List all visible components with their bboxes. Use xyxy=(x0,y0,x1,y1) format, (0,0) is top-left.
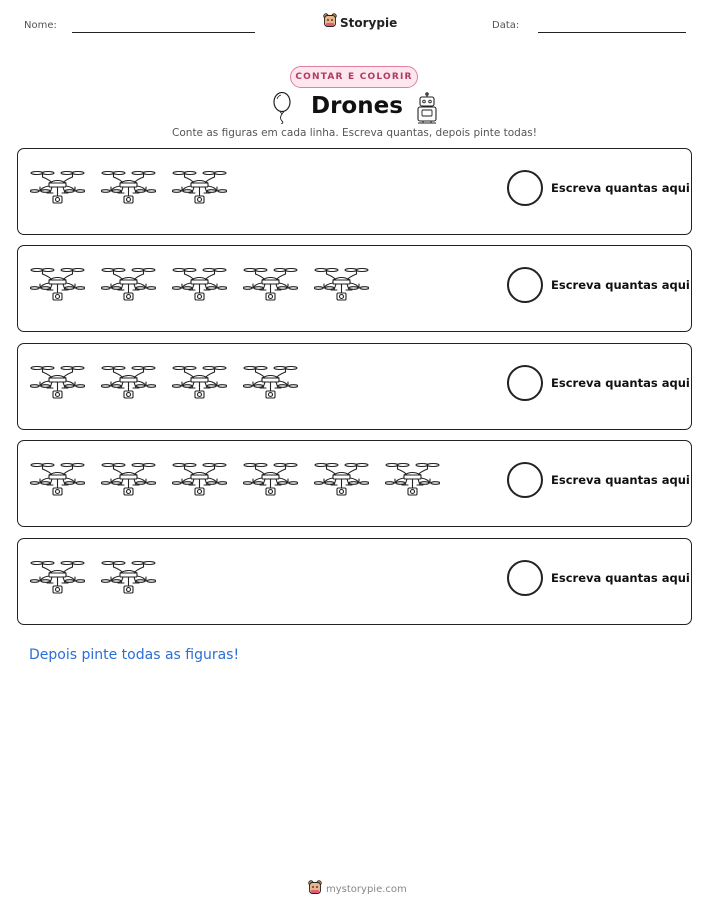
answer-circle[interactable] xyxy=(507,462,543,498)
name-field[interactable] xyxy=(72,32,255,33)
brand-logo xyxy=(323,13,397,32)
answer-circle[interactable] xyxy=(507,170,543,206)
answer-label: Escreva quantas aqui xyxy=(551,376,690,390)
drone-icon[interactable] xyxy=(101,364,156,402)
title-area xyxy=(0,92,709,126)
drone-icon[interactable] xyxy=(243,364,298,402)
count-row xyxy=(17,440,692,527)
date-field[interactable] xyxy=(538,32,686,33)
footer-note: Depois pinte todas as figuras! xyxy=(29,647,240,663)
footer-site: mystorypie.com xyxy=(326,884,407,895)
drone-icon[interactable] xyxy=(172,461,227,499)
page-footer xyxy=(0,880,709,900)
drone-icon[interactable] xyxy=(314,266,369,304)
answer-circle[interactable] xyxy=(507,267,543,303)
answer-label: Escreva quantas aqui xyxy=(551,473,690,487)
bear-logo-icon xyxy=(323,13,337,32)
count-row xyxy=(17,148,692,235)
answer-circle[interactable] xyxy=(507,365,543,401)
drone-group xyxy=(30,266,369,304)
drone-group xyxy=(30,364,298,402)
date-label: Data: xyxy=(492,20,520,31)
worksheet-header xyxy=(0,0,709,50)
drone-icon[interactable] xyxy=(101,461,156,499)
drone-icon[interactable] xyxy=(30,559,85,597)
page-title: Drones xyxy=(311,93,403,119)
drone-icon[interactable] xyxy=(30,266,85,304)
activity-badge: CONTAR E COLORIR xyxy=(290,66,418,88)
drone-icon[interactable] xyxy=(243,266,298,304)
footer-brand xyxy=(308,880,407,899)
brand-name: Storypie xyxy=(340,15,398,30)
drone-icon[interactable] xyxy=(30,364,85,402)
drone-icon[interactable] xyxy=(101,169,156,207)
drone-icon[interactable] xyxy=(101,266,156,304)
answer-label: Escreva quantas aqui xyxy=(551,571,690,585)
drone-icon[interactable] xyxy=(172,266,227,304)
robot-icon xyxy=(414,92,440,128)
answer-label: Escreva quantas aqui xyxy=(551,181,690,195)
drone-icon[interactable] xyxy=(385,461,440,499)
drone-icon[interactable] xyxy=(30,461,85,499)
drone-icon[interactable] xyxy=(30,169,85,207)
drone-icon[interactable] xyxy=(243,461,298,499)
count-row xyxy=(17,245,692,332)
drone-icon[interactable] xyxy=(314,461,369,499)
answer-label: Escreva quantas aqui xyxy=(551,278,690,292)
instructions: Conte as figuras em cada linha. Escreva quantas, depois pinte todas! xyxy=(172,127,537,139)
drone-group xyxy=(30,461,440,499)
drone-group xyxy=(30,169,227,207)
name-label: Nome: xyxy=(24,20,57,31)
drone-icon[interactable] xyxy=(101,559,156,597)
drone-icon[interactable] xyxy=(172,364,227,402)
drone-group xyxy=(30,559,156,597)
balloon-icon xyxy=(272,92,292,128)
count-row xyxy=(17,538,692,625)
bear-logo-icon xyxy=(308,880,322,899)
count-row xyxy=(17,343,692,430)
drone-icon[interactable] xyxy=(172,169,227,207)
answer-circle[interactable] xyxy=(507,560,543,596)
